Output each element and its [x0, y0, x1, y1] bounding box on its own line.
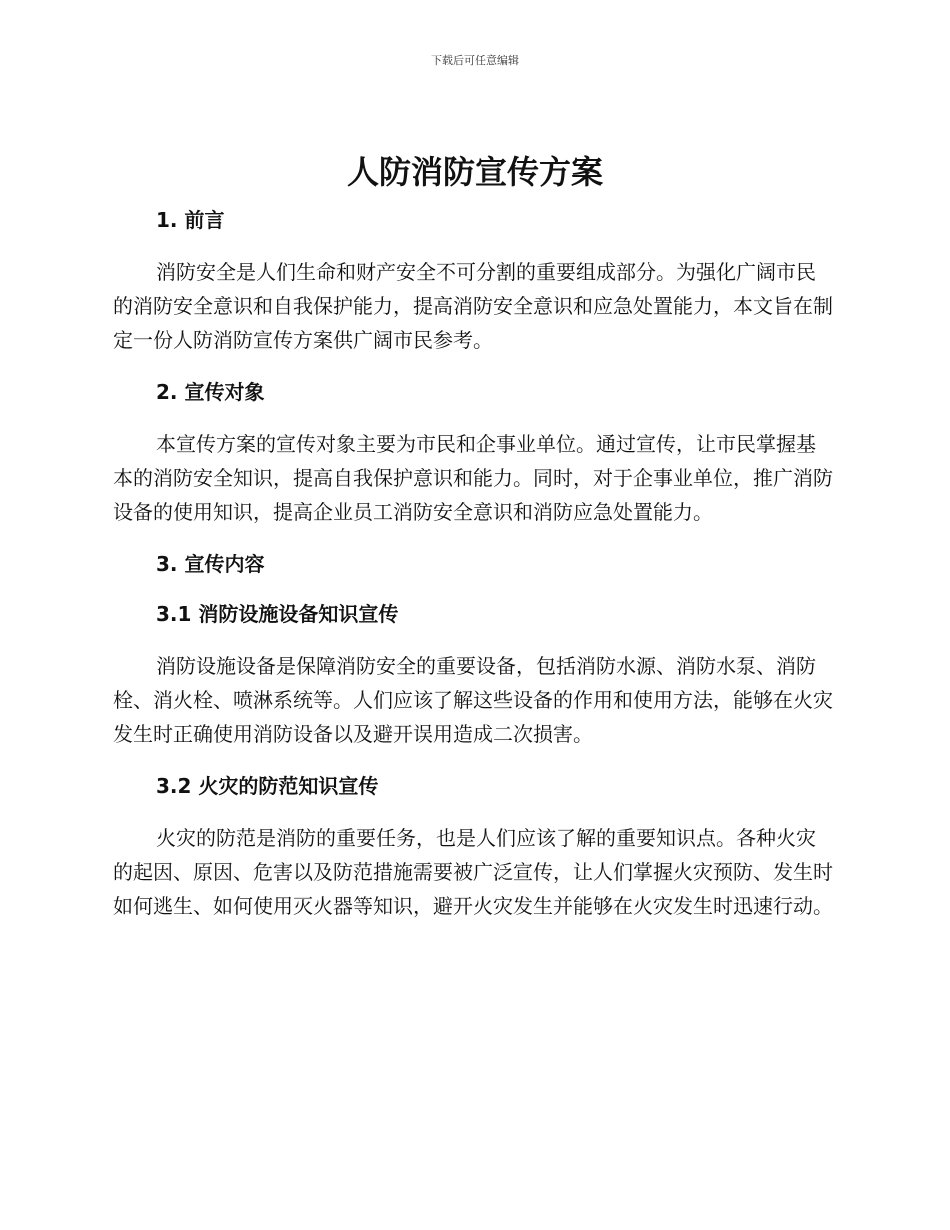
section-paragraph-equipment: 消防设施设备是保障消防安全的重要设备，包括消防水源、消防水泵、消防栓、消火栓、喷淋系统等。人们应该了解这些设备的作用和使用方法，能够在火灾发生时正确使用消防设备以及避开误用造成二次损害。: [113, 654, 833, 746]
section-heading-audience: 2. 宣传对象: [156, 380, 265, 404]
document-body: [113, 200, 833, 923]
section-paragraph-prevention: 火灾的防范是消防的重要任务，也是人们应该了解的重要知识点。各种火灾的起因、原因、危害以及防范措施需要被广泛宣传，让人们掌握火灾预防、发生时如何逃生、如何使用灭火器等知识，避开火灾发生并能够在火灾发生时迅速行动。: [113, 826, 833, 918]
section-heading-prevention: 3.2 火灾的防范知识宣传: [156, 774, 379, 798]
section-heading-preface: 1. 前言: [156, 208, 225, 232]
document-title: 人防消防宣传方案: [346, 153, 603, 191]
section-heading-equipment: 3.1 消防设施设备知识宣传: [156, 602, 399, 626]
section-paragraph-preface: 消防安全是人们生命和财产安全不可分割的重要组成部分。为强化广阔市民的消防安全意识和自我保护能力，提高消防安全意识和应急处置能力，本文旨在制定一份人防消防宣传方案供广阔市民参考。: [113, 260, 833, 352]
section-heading-content: 3. 宣传内容: [156, 552, 265, 576]
section-paragraph-audience: 本宣传方案的宣传对象主要为市民和企事业单位。通过宣传，让市民掌握基本的消防安全知识，提高自我保护意识和能力。同时，对于企事业单位，推广消防设备的使用知识，提高企业员工消防安全意识和消防应急处置能力。: [113, 432, 833, 524]
page-header-note: 下载后可任意编辑: [431, 54, 519, 67]
